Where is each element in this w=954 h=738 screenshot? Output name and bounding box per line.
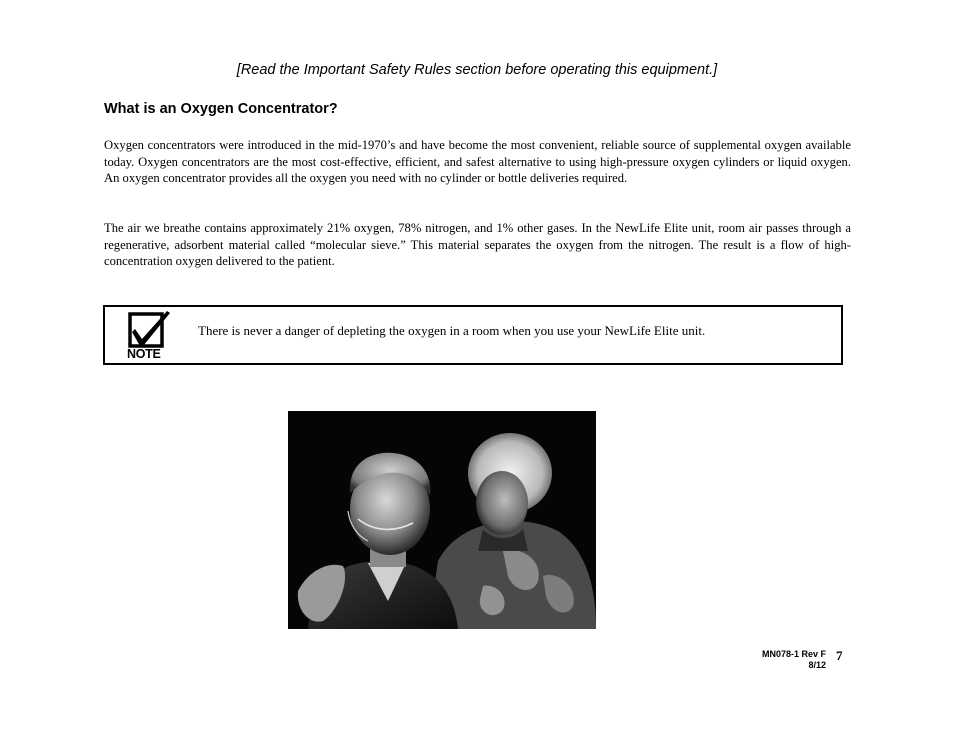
- section-title: What is an Oxygen Concentrator?: [104, 101, 338, 117]
- couple-photo: [288, 411, 596, 629]
- doc-revision: MN078-1 Rev F: [761, 649, 826, 659]
- note-box: [103, 305, 843, 365]
- document-code: [738, 649, 826, 671]
- photo-image: [288, 411, 596, 629]
- doc-date: 8/12: [808, 660, 826, 670]
- intro-paragraph: Oxygen concentrators were introduced in the mid-1970’s and have become the most convenient, reliable source of supplemental oxygen available today. Oxygen concentrators are the most cost-effective, efficient, and safest alternative to using high-pressure oxygen cylinders or liquid oxygen. An oxygen concentrator provides all the oxygen you need with no cylinder or bottle deliveries required.: [104, 138, 851, 185]
- note-label: NOTE: [127, 347, 161, 361]
- process-paragraph: The air we breathe contains approximately 21% oxygen, 78% nitrogen, and 1% other gases. In the NewLife Elite unit, room air passes through a regenerative, adsorbent material called “molecular sieve.” This material separates the oxygen from the nitrogen. The result is a flow of high-concentration oxygen delivered to the patient.: [104, 221, 851, 268]
- safety-notice: [Read the Important Safety Rules section before operating this equipment.]: [236, 62, 718, 78]
- note-text: There is never a danger of depleting the oxygen in a room when you use your NewLife Elite unit.: [198, 323, 706, 338]
- page-number: 7: [836, 648, 843, 663]
